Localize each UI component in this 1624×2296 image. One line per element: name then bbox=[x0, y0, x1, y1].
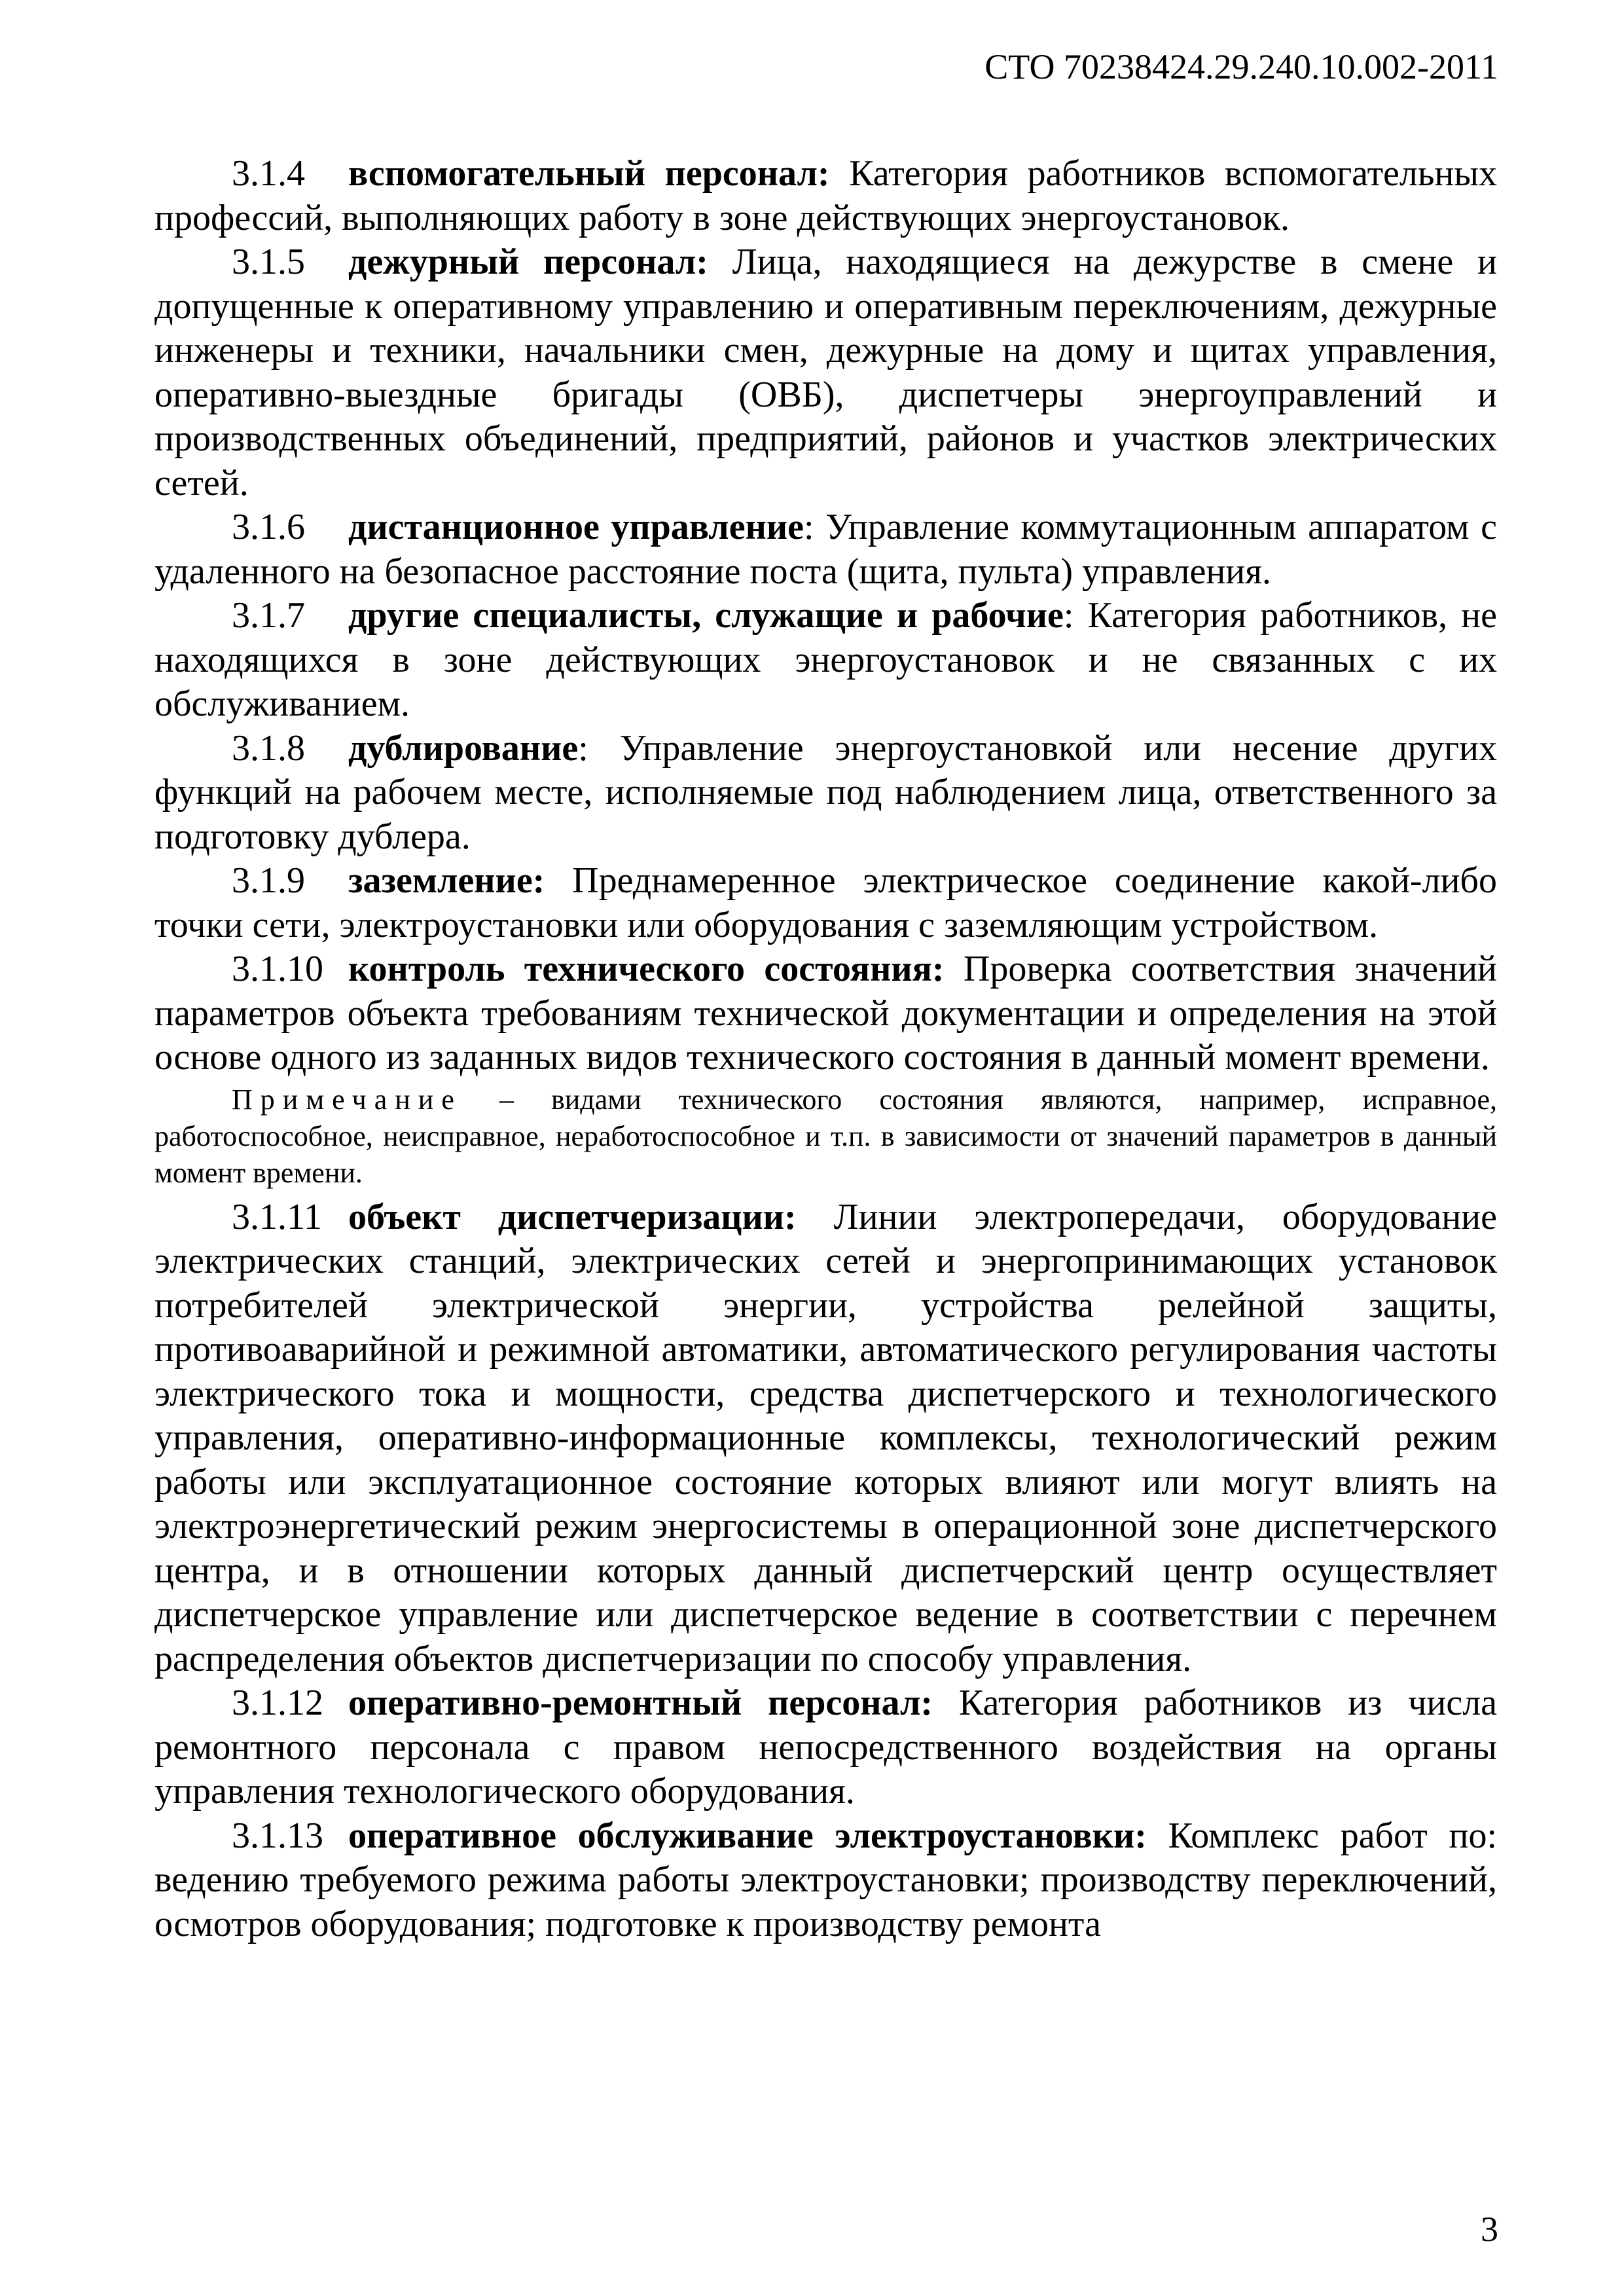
clause-number: 3.1.13 bbox=[232, 1815, 323, 1856]
definition-3-1-11 bbox=[154, 1195, 1497, 1682]
definition-3-1-9 bbox=[154, 859, 1497, 947]
definition-text: : Управление коммутационным аппаратом с удаленного на безопасное расстояние поста (щита, пульта) управления. bbox=[154, 507, 1497, 592]
clause-number: 3.1.6 bbox=[232, 507, 305, 547]
note-label: Примечание bbox=[232, 1083, 462, 1116]
definition-text: Категория работников вспомогательных профессий, выполняющих работу в зоне действующих энергоустановок. bbox=[154, 153, 1497, 238]
term: оперативное обслуживание электроустановки: bbox=[348, 1815, 1147, 1856]
definition-3-1-6 bbox=[154, 505, 1497, 594]
definition-text: : Категория работников, не находящихся в зоне действующих энергоустановок и не связанных с их обслуживанием. bbox=[154, 595, 1497, 724]
clause-number: 3.1.12 bbox=[232, 1683, 323, 1723]
definition-text: Проверка соответствия значений параметров объекта требованиям технической документации и определения на этой основе одного из заданных видов технического состояния в данный момент времени. bbox=[154, 949, 1498, 1078]
clause-number: 3.1.11 bbox=[232, 1196, 322, 1237]
term: дежурный персонал: bbox=[348, 242, 708, 282]
term: контроль технического состояния: bbox=[348, 949, 945, 989]
clause-number: 3.1.4 bbox=[232, 153, 305, 194]
term: дистанционное управление bbox=[348, 507, 804, 547]
definition-3-1-8 bbox=[154, 727, 1497, 860]
page-number: 3 bbox=[1481, 2210, 1498, 2249]
clause-number: 3.1.5 bbox=[232, 242, 305, 282]
note bbox=[154, 1082, 1497, 1192]
definition-text: Преднамеренное электрическое соединение какой-либо точки сети, электроустановки или оборудования с заземляющим устройством. bbox=[154, 860, 1497, 945]
definition-3-1-10 bbox=[154, 947, 1497, 1080]
definition-text: Комплекс работ по: ведению требуемого режима работы электроустановки; производству переключений, осмотров оборудования; подготовке к производству ремонта bbox=[154, 1815, 1497, 1944]
term: оперативно-ремонтный персонал: bbox=[348, 1683, 933, 1723]
clause-number: 3.1.8 bbox=[232, 727, 305, 769]
term: заземление: bbox=[348, 860, 545, 901]
definition-3-1-4 bbox=[154, 152, 1497, 240]
definition-3-1-13 bbox=[154, 1814, 1497, 1947]
term: дублирование bbox=[348, 727, 579, 769]
clause-number: 3.1.7 bbox=[232, 595, 305, 636]
clause-number: 3.1.10 bbox=[232, 949, 323, 989]
document-code-header: СТО 70238424.29.240.10.002-2011 bbox=[984, 47, 1498, 86]
clause-number: 3.1.9 bbox=[232, 860, 305, 901]
term: вспомогательный персонал: bbox=[348, 153, 830, 194]
definition-text: Лица, находящиеся на дежурстве в смене и допущенные к оперативному управлению и оперативным переключениям, дежурные инженеры и техники, начальники смен, дежурные на дому и щитах управления, оперативно-выездные бригады (ОВБ), диспетчеры энергоуправлений и производственных объединений, предприятий, районов и участков электрических сетей. bbox=[154, 242, 1497, 503]
definition-text: : Управление энергоустановкой или несение других функций на рабочем месте, исполняемые под наблюдением лица, ответственного за подготовку дублера. bbox=[154, 727, 1497, 857]
definition-3-1-5 bbox=[154, 240, 1497, 505]
note-text: – видами технического состояния являются, например, исправное, работоспособное, неисправное, неработоспособное и т.п. в зависимости от значений параметров в данный момент времени. bbox=[154, 1083, 1497, 1189]
term: объект диспетчеризации: bbox=[348, 1196, 797, 1237]
definition-text: Категория работников из числа ремонтного персонала с правом непосредственного воздействия на органы управления технологического оборудования. bbox=[154, 1683, 1497, 1812]
definition-3-1-7 bbox=[154, 594, 1497, 727]
document-body bbox=[154, 152, 1497, 1946]
term: другие специалисты, служащие и рабочие bbox=[348, 595, 1064, 636]
definition-text: Линии электропередачи, оборудование электрических станций, электрических сетей и энергопринимающих установок потребителей электрической энергии, устройства релейной защиты, противоаварийной и режимной автоматики, автоматического регулирования частоты электрического тока и мощности, средства диспетчерского и технологического управления, оперативно-информационные комплексы, технологический режим работы или эксплуатационное состояние которых влияют или могут влиять на электроэнергетический режим энергосистемы в операционной зоне диспетчерского центра, и в отношении которых данный диспетчерский центр осуществляет диспетчерское управление или диспетчерское ведение в соответствии с перечнем распределения объектов диспетчеризации по способу управления. bbox=[154, 1196, 1497, 1679]
definition-3-1-12 bbox=[154, 1681, 1497, 1814]
